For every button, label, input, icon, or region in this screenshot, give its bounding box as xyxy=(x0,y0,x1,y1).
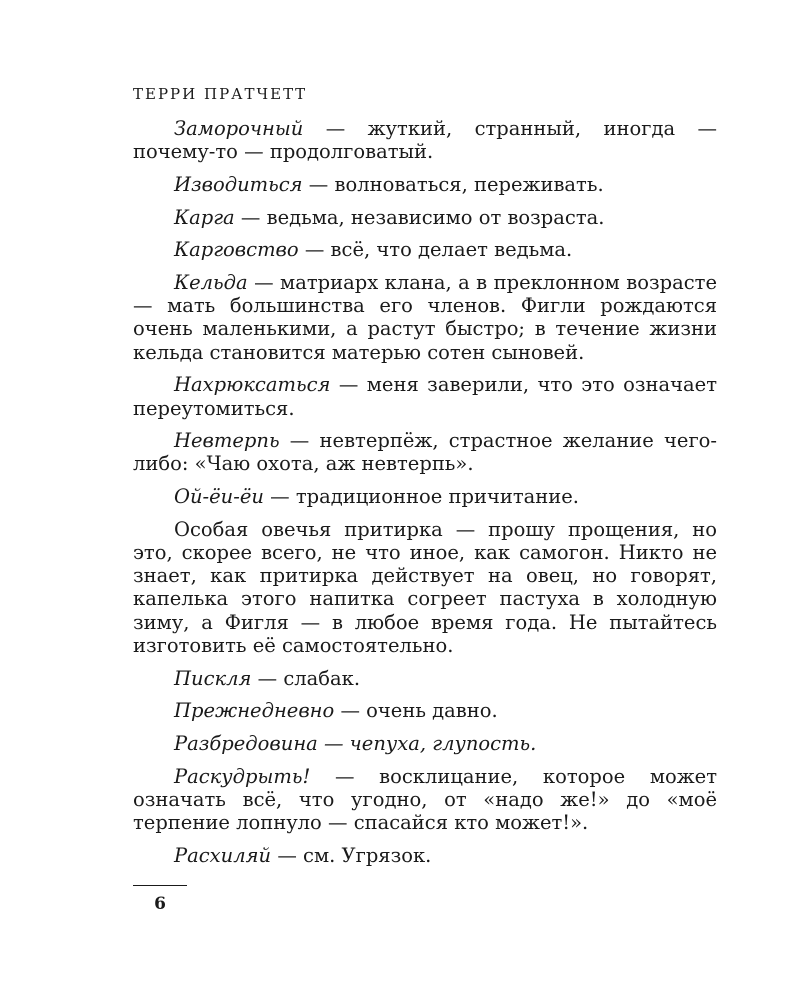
entry-definition: — всё, что делает ведьма. xyxy=(298,238,573,262)
entry-term: Карговство xyxy=(174,238,299,262)
footer-rule xyxy=(133,885,187,886)
glossary-entry xyxy=(133,206,717,229)
glossary-entry xyxy=(133,667,717,690)
glossary-list xyxy=(133,117,717,867)
glossary-entry xyxy=(133,732,717,755)
entry-term: Заморочный xyxy=(174,117,304,140)
entry-term: Кельда xyxy=(174,271,248,295)
book-page xyxy=(133,84,717,876)
entry-term: Пискля xyxy=(174,666,252,690)
entry-definition: — матриарх клана, а в преклонном возрасте — мать большинства его членов. Фигли рождаются очень маленькими, а растут быстро; в течение жизни кельда становится матерью сотен сыновей. xyxy=(133,271,717,364)
entry-definition: — волноваться, переживать. xyxy=(302,172,604,196)
glossary-entry xyxy=(133,173,717,196)
entry-term: Изводиться xyxy=(174,172,303,196)
glossary-entry xyxy=(133,238,717,261)
entry-definition: — ведьма, независимо от возраста. xyxy=(234,205,605,229)
entry-definition: — жуткий, странный, иногда — почему-то — продолговатый. xyxy=(133,117,717,164)
glossary-entry xyxy=(133,844,717,867)
page-footer xyxy=(133,885,187,914)
entry-definition: — невтерпёж, страстное желание чего-либо: «Чаю охота, аж невтерпь». xyxy=(133,429,717,476)
entry-term: Разбредовина — чепуха, глупость. xyxy=(174,731,537,755)
glossary-entry xyxy=(133,765,717,835)
entry-definition: — см. Угрязок. xyxy=(271,843,432,867)
entry-term: Раскудрыть! xyxy=(174,764,311,788)
glossary-entry xyxy=(133,485,717,508)
glossary-entry xyxy=(133,117,717,163)
entry-term: Невтерпь xyxy=(174,429,280,453)
entry-term: Ой-ёи-ёи xyxy=(174,485,264,509)
page-number: 6 xyxy=(154,894,166,914)
entry-term: Карга xyxy=(174,205,235,229)
glossary-entry xyxy=(133,518,717,657)
glossary-entry xyxy=(133,373,717,419)
entry-definition: Особая овечья притирка — прошу прощения, но это, скорее всего, не что иное, как самогон. Никто не знает, как притирка действует на овец, но говорят, капелька этого напитка согреет пастуха в холодную зиму, а Фигля — в любое время года. Не пытайтесь изготовить её самостоятельно. xyxy=(133,517,717,657)
glossary-entry xyxy=(133,429,717,475)
entry-definition: — традиционное причитание. xyxy=(263,485,579,509)
entry-term: Расхиляй xyxy=(174,843,272,867)
entry-definition: — слабак. xyxy=(251,666,361,690)
entry-definition: — меня заверили, что это означает переутомиться. xyxy=(133,373,717,420)
glossary-entry xyxy=(133,271,717,364)
entry-definition: — восклицание, которое может означать всё, что угодно, от «надо же!» до «моё терпение лопнуло — спасайся кто может!». xyxy=(133,764,717,835)
glossary-entry xyxy=(133,699,717,722)
entry-term: Нахрюксаться xyxy=(174,373,331,397)
running-head: ТЕРРИ ПРАТЧЕТТ xyxy=(133,85,308,103)
entry-term: Прежнедневно xyxy=(174,699,335,723)
entry-definition: — очень давно. xyxy=(334,699,498,723)
